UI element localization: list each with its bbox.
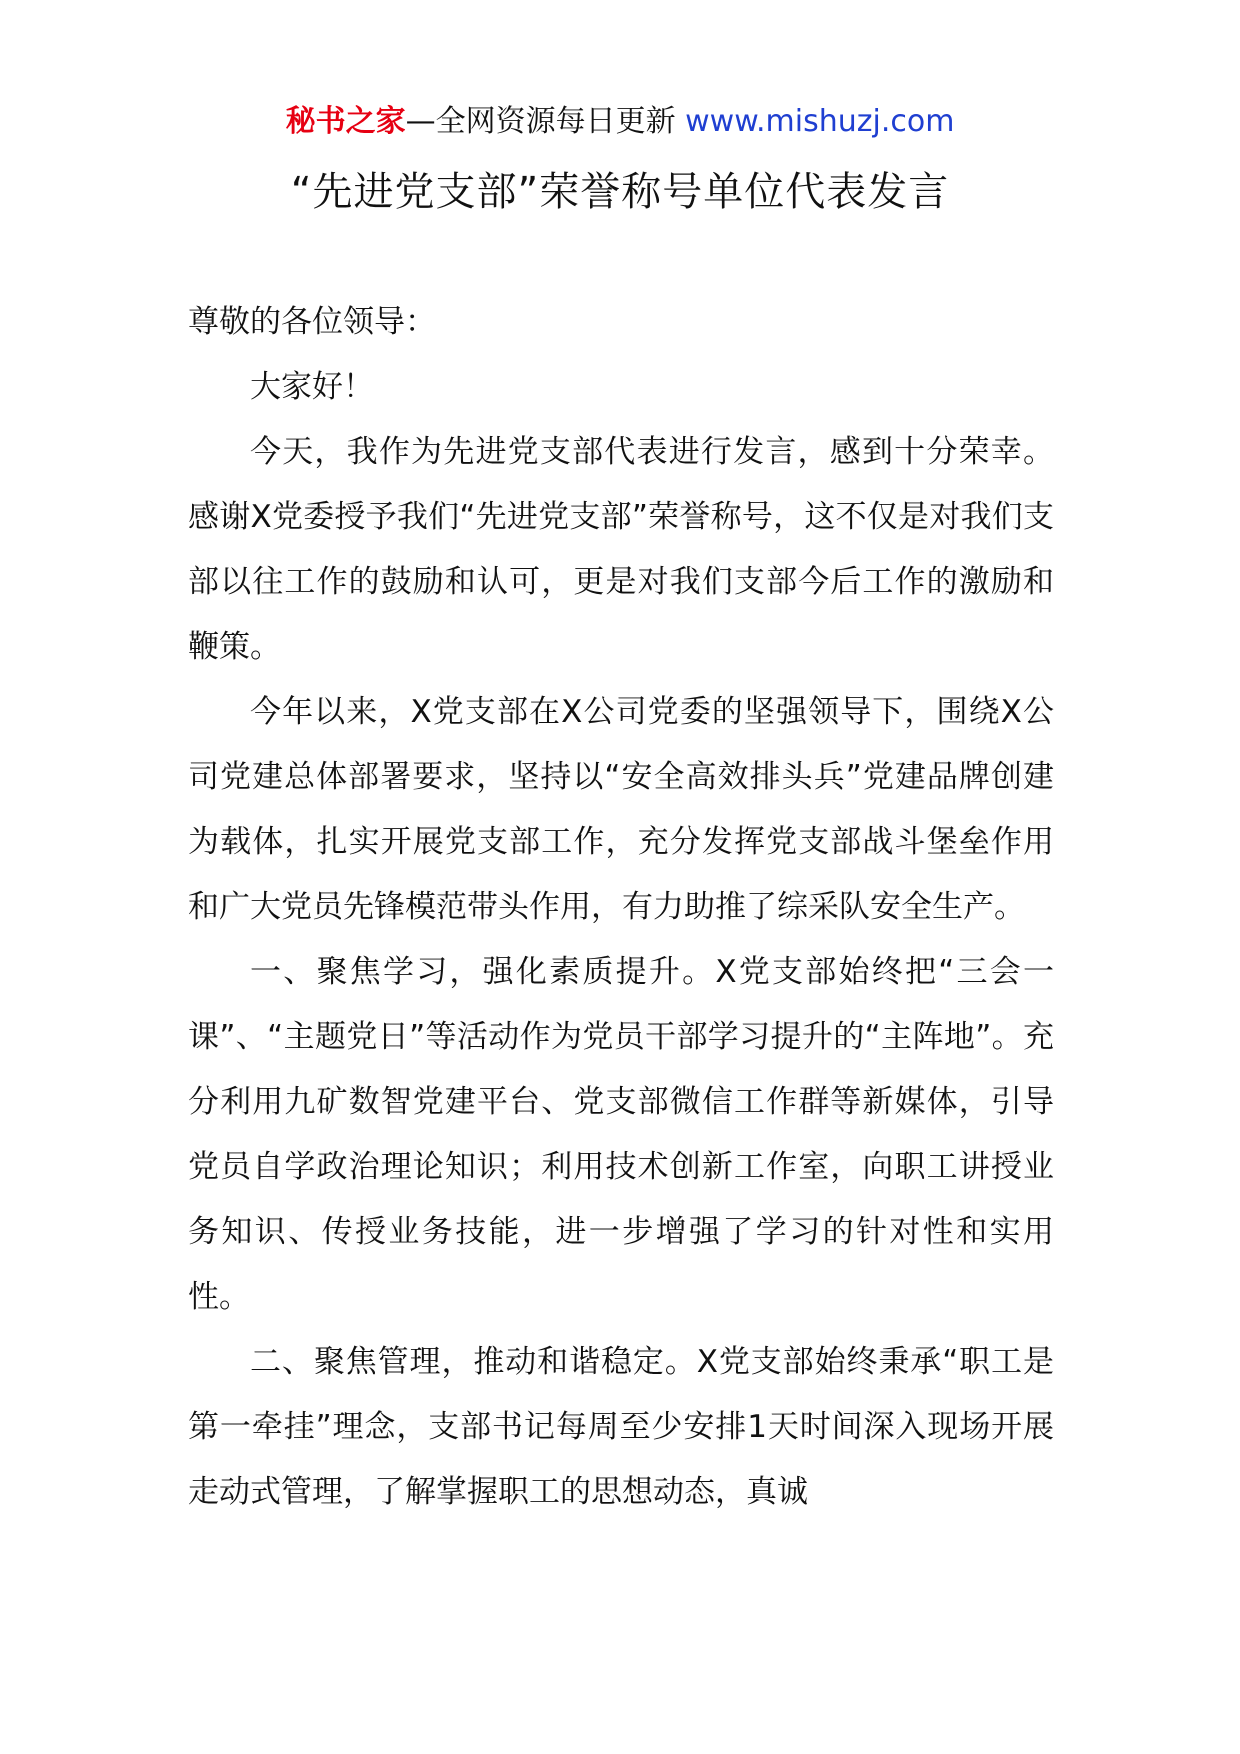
site-tagline: —全网资源每日更新 [405,104,686,139]
site-url-link[interactable]: www.mishuzj.com [685,104,955,139]
paragraph-intro: 今天，我作为先进党支部代表进行发言，感到十分荣幸。感谢X党委授予我们“先进党支部”荣誉称号，这不仅是对我们支部以往工作的鼓励和认可，更是对我们支部今后工作的激励和鞭策。 [188,434,1054,665]
document-title: “先进党支部”荣誉称号单位代表发言 [290,169,950,215]
site-header [0,102,1240,142]
paragraph-hello: 大家好！ [250,369,374,405]
paragraph-section-two: 二、聚焦管理，推动和谐稳定。X党支部始终秉承“职工是第一牵挂”理念，支部书记每周至少安排1天时间深入现场开展走动式管理，了解掌握职工的思想动态，真诚 [188,1344,1054,1510]
greeting-line: 尊敬的各位领导： [188,304,436,340]
paragraph-overview: 今年以来，X党支部在X公司党委的坚强领导下，围绕X公司党建总体部署要求，坚持以“安全高效排头兵”党建品牌创建为载体，扎实开展党支部工作，充分发挥党支部战斗堡垒作用和广大党员先锋模范带头作用，有力助推了综采队安全生产。 [188,694,1054,925]
document-body [188,290,1054,1525]
site-brand: 秘书之家 [285,104,406,139]
paragraph-section-one: 一、聚焦学习，强化素质提升。X党支部始终把“三会一课”、“主题党日”等活动作为党员干部学习提升的“主阵地”。充分利用九矿数智党建平台、党支部微信工作群等新媒体，引导党员自学政治理论知识；利用技术创新工作室，向职工讲授业务知识、传授业务技能，进一步增强了学习的针对性和实用性。 [188,954,1054,1315]
